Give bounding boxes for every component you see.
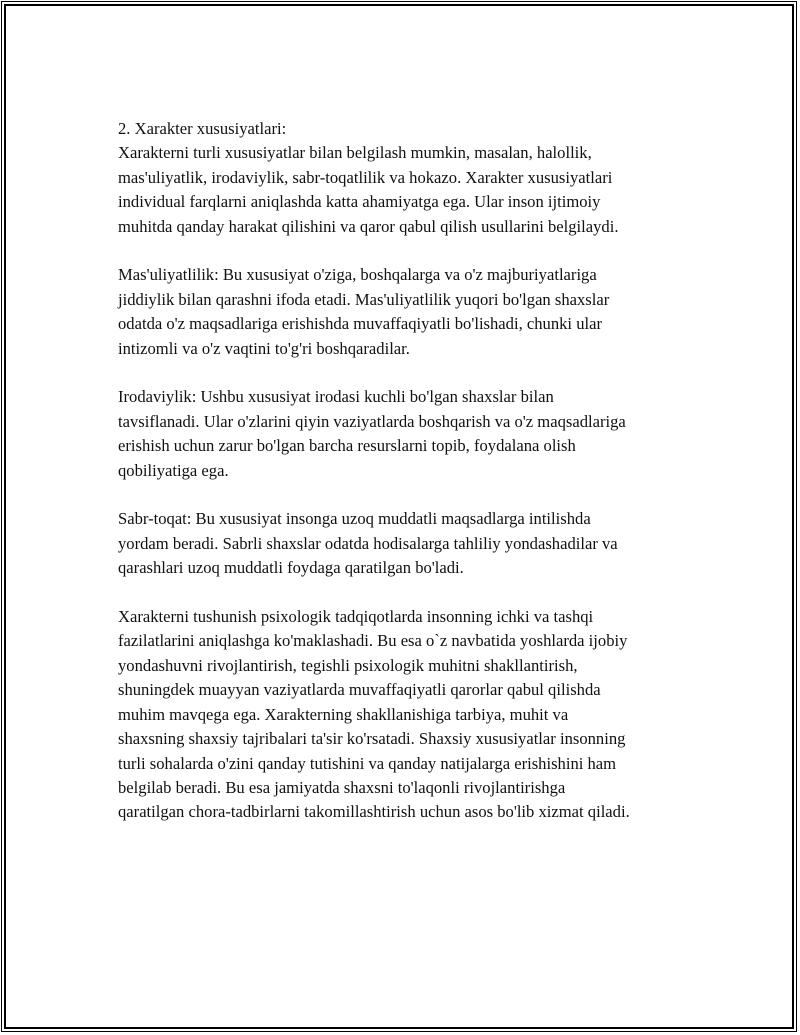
conclusion-paragraph: Xarakterni tushunish psixologik tadqiqotlarda insonning ichki va tashqi fazilatlarini aniqlashga ko'maklashadi. Bu esa o`z navbatida yoshlarda ijobiy yondashuvni rivojlantirish, tegishli psixologik muhitni shakllantirish, shuningdek muayyan vaziyatlarda muvaffaqiyatli qarorlar qabul qilishda muhim mavqega ega. Xarakterning shakllanishiga tarbiya, muhit va shaxsning shaxsiy tajribalari ta'sir ko'rsatadi. Shaxsiy xususiyatlar insonning turli sohalarda o'zini qanday tutishini va qanday natijalarga erishishini ham belgilab beradi. Bu esa jamiyatda shaxsni to'laqonli rivojlantirishga qaratilgan chora-tadbirlarni takomillashtirish uchun asos bo'lib xizmat qiladi.: [118, 607, 630, 822]
document-body: [118, 117, 698, 825]
section-heading-text: 2. Xarakter xususiyatlari:: [118, 119, 287, 138]
willpower-paragraph: Irodaviylik: Ushbu xususiyat irodasi kuchli bo'lgan shaxslar bilan tavsiflanadi. Ular o'zlarini qiyin vaziyatlarda boshqarish va o'z maqsadlariga erishish uchun zarur bo'lgan barcha resurslarni topib, foydalana olish qobiliyatiga ega.: [118, 387, 626, 480]
intro-paragraph: Xarakterni turli xususiyatlar bilan belgilash mumkin, masalan, halollik, mas'uliyatlik, irodaviylik, sabr-toqatlilik va hokazo. Xarakter xususiyatlari individual farqlarni aniqlashda katta ahamiyatga ega. Ular inson ijtimoiy muhitda qanday harakat qilishini va qaror qabul qilish usullarini belgilaydi.: [118, 143, 619, 236]
section-heading: [118, 117, 698, 239]
patience-paragraph: Sabr-toqat: Bu xususiyat insonga uzoq muddatli maqsadlarga intilishda yordam beradi. Sabrli shaxslar odatda hodisalarga tahliliy yondashadilar va qarashlari uzoq muddatli foydaga qaratilgan bo'ladi.: [118, 509, 618, 578]
responsibility-paragraph: Mas'uliyatlilik: Bu xususiyat o'ziga, boshqalarga va o'z majburiyatlariga jiddiylik bilan qarashni ifoda etadi. Mas'uliyatlilik yuqori bo'lgan shaxslar odatda o'z maqsadlariga erishishda muvaffaqiyatli bo'lishadi, chunki ular intizomli va o'z vaqtini to'g'ri boshqaradilar.: [118, 265, 610, 358]
